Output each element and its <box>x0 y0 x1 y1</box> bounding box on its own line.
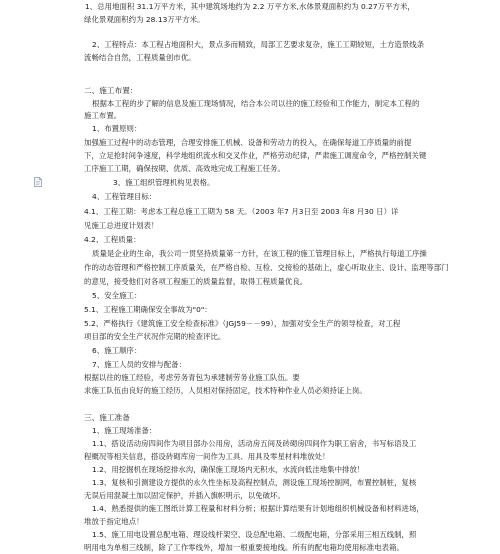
doc-line: 求施工队伍由良好的施工经历，人员相对保持固定，技术特种作业人员必须持证上岗。 <box>84 386 367 395</box>
doc-line: 绿化景观面积约为 28.13万平方米。 <box>84 15 205 24</box>
doc-line: 3、施工组织管理机构见表格。 <box>113 178 215 187</box>
doc-line: 见施工总进度计划表！ <box>84 221 159 230</box>
document-page-icon <box>34 177 42 187</box>
doc-line: 明用电为单相三线制，除了工作零线外，增加一根重要接地线。所有的配电箱均使用标准电表箱。 <box>84 543 404 552</box>
doc-line: 6、施工顺序： <box>92 346 142 355</box>
section-heading: 二、施工布置： <box>84 86 138 95</box>
doc-line: 4.2、工程质量： <box>84 235 141 244</box>
doc-line: 作的动态管理和严格控制工序质量关，在严格自检、互检、交接检的基础上，虚心听取业主、设计、监理等部门 <box>84 263 449 272</box>
doc-line: 项目部的安全生产状况作完期的检查评比。 <box>84 332 226 341</box>
doc-line: 1.5、施工用电设置总配电箱、理设线杆架空、设总配电箱、二级配电箱，分部采用三相五线制，照 <box>92 530 417 539</box>
doc-line: 无误后用混凝土加以固定保护，并插入旗帜明示，以免破坏。 <box>84 491 285 500</box>
doc-line: 4、工程管理目标： <box>92 192 157 201</box>
doc-line: 堆放于指定地点！ <box>84 517 144 526</box>
doc-line: 根据本工程的步了解的信息及施工现场情况，结合本公司以往的施工经验和工作能力，制定本工程的 <box>92 99 420 108</box>
section-heading: 三、施工准备 <box>84 413 130 422</box>
doc-line: 质量是企业的生命，我公司一贯坚持质量第一方针，在该工程的施工管理目标上，严格执行每道工序操 <box>92 249 427 258</box>
doc-line: 7、施工人员的安排与配备： <box>92 360 187 369</box>
doc-line: 1.4、熟悉提供的施工图纸计算工程量和材料分析；根据计算结果有计划地组织机械设备和材料进场， <box>92 504 424 513</box>
doc-line: 5、安全施工： <box>92 291 142 300</box>
doc-line: 工序施工工期，确保按期、优质、高效地完成工程施工任务。 <box>84 164 285 173</box>
doc-line: 5.2、严格执行《建筑施工安全检查标准》（JGJ59－－99），加强对安全生产的领导检查，对工程 <box>84 319 401 328</box>
doc-line: 程概况等相关信息，搭设砖砌库房一间作为工具、用具及零星材料堆放处！ <box>84 452 330 461</box>
doc-line: 1、总用地面积 31.1万平方米，其中建筑场地约为 2.2 万平方米,水体景观面积约为 0.27万平方米， <box>85 2 415 11</box>
doc-line: 1.2、用挖掘机在现场挖排水沟，确保施工现场内无积水，水流向低洼地集中排放！ <box>92 465 365 474</box>
doc-line: 1.1、搭设活动房四间作为项目部办公用房，活动房五间及砖砌房四间作为职工宿舍，书写标语及工 <box>92 439 417 448</box>
doc-line: 4.1、工程工期：考虑本工程总施工工期为 58 天。（2003 年7 月3日至 2003 年8 月30 日）详 <box>84 207 399 216</box>
doc-line: 根据以往的施工经验，考虑劳务青包为承建制劳务业施工队伍。要 <box>84 373 300 382</box>
doc-line: 1、布置原则： <box>92 124 142 133</box>
doc-line: 加强施工过程中的动态管理，合理安排施工机械、设备和劳动力的投入，在确保每道工序质量的前提 <box>84 138 412 147</box>
doc-line: 的意见，接受他们对各项工程施工的质量监督，取得工程质量优良。 <box>84 277 308 286</box>
doc-line: 1.3、复核和引测建设方提供的永久性坐标及高程控制点，测设施工现场控制网，布置控制桩，复核 <box>92 478 417 487</box>
doc-line: 施工布置。 <box>84 111 122 120</box>
doc-line: 流畅结合自然，工程质量创市优。 <box>84 53 196 62</box>
doc-line: 1、施工现场准备： <box>92 426 157 435</box>
doc-line: 下，立足抢时间争速度，科学地组织流水和交叉作业，严格劳动纪律，严肃施工调度命令，严格控制关键 <box>84 151 427 160</box>
doc-line: 5.1、工程施工期确保安全事故为"0"： <box>84 305 212 314</box>
doc-line: 2、工程特点：本工程占地面积大，景点多而精致，局部工艺要求复杂，施工工期较短，土方造景线条 <box>92 40 425 49</box>
